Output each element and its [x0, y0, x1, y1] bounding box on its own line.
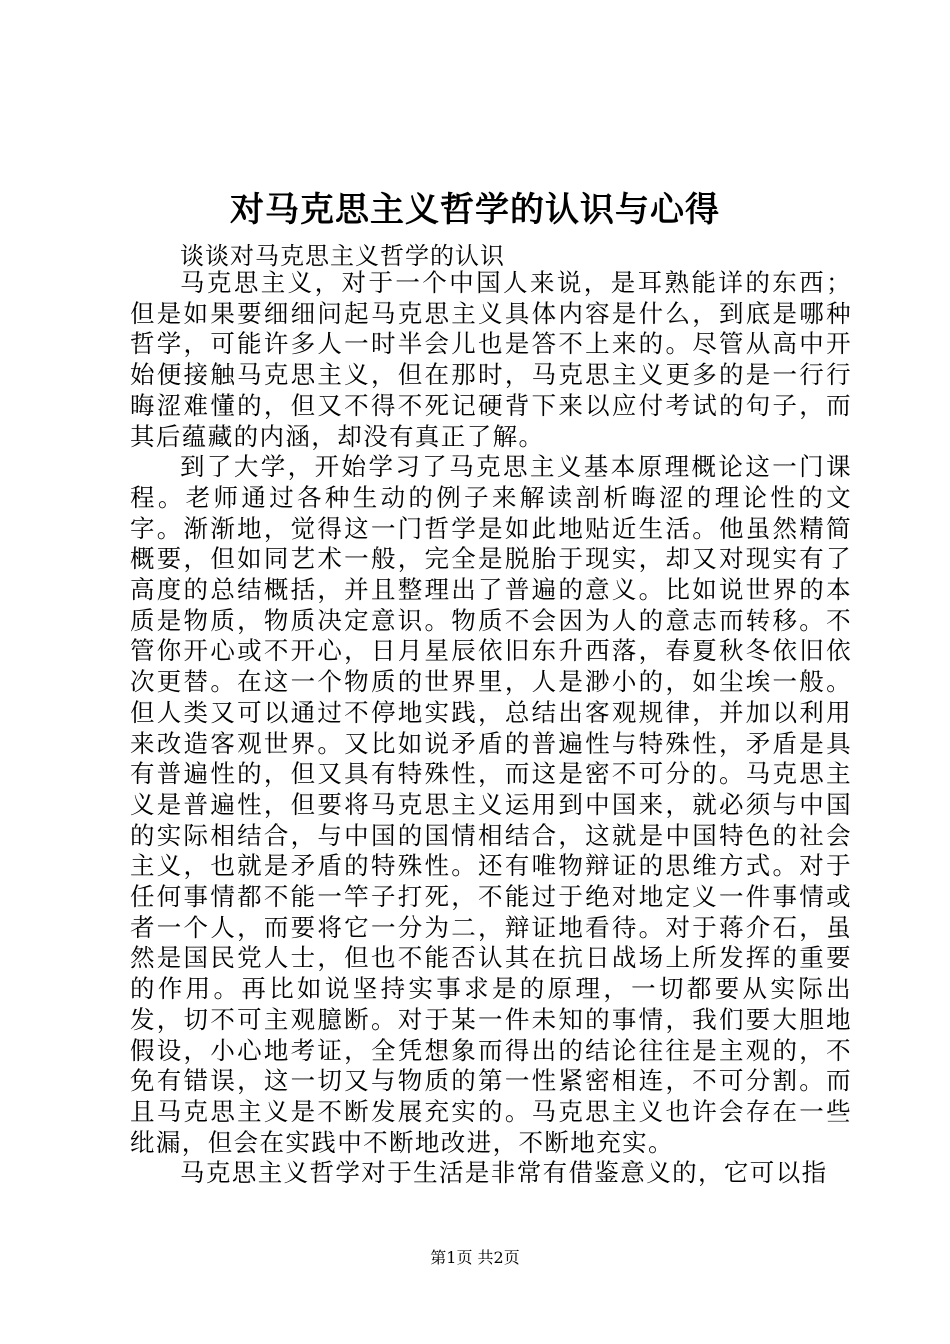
document-subtitle: 谈谈对马克思主义哲学的认识 — [180, 242, 505, 270]
page-footer: 第1页 共2页 — [430, 1248, 520, 1267]
paragraph-3: 马克思主义哲学对于生活是非常有借鉴意义的，它可以指 — [180, 1158, 828, 1188]
document-title: 对马克思主义哲学的认识与心得 — [230, 190, 720, 230]
document-body — [130, 268, 852, 1189]
paragraph-1: 马克思主义，对于一个中国人来说，是耳熟能详的东西；但是如果要细细问起马克思主义具体内容是什么，到底是哪种哲学，可能许多人一时半会儿也是答不上来的。尽管从高中开始便接触马克思主义，但在那时，马克思主义更多的是一行行晦涩难懂的，但又不得不死记硬背下来以应付考试的句子，而其后蕴藏的内涵，却没有真正了解。 — [130, 268, 852, 451]
paragraph-2: 到了大学，开始学习了马克思主义基本原理概论这一门课程。老师通过各种生动的例子来解读剖析晦涩的理论性的文字。渐渐地，觉得这一门哲学是如此地贴近生活。他虽然精简概要，但如同艺术一般，完全是脱胎于现实，却又对现实有了高度的总结概括，并且整理出了普遍的意义。比如说世界的本质是物质，物质决定意识。物质不会因为人的意志而转移。不管你开心或不开心，日月星辰依旧东升西落，春夏秋冬依旧依次更替。在这一个物质的世界里，人是渺小的，如尘埃一般。但人类又可以通过不停地实践，总结出客观规律，并加以利用来改造客观世界。又比如说矛盾的普遍性与特殊性，矛盾是具有普遍性的，但又具有特殊性，而这是密不可分的。马克思主义是普遍性，但要将马克思主义运用到中国来，就必须与中国的实际相结合，与中国的国情相结合，这就是中国特色的社会主义，也就是矛盾的特殊性。还有唯物辩证的思维方式。对于任何事情都不能一竿子打死，不能过于绝对地定义一件事情或者一个人，而要将它一分为二，辩证地看待。对于蒋介石，虽然是国民党人士，但也不能否认其在抗日战场上所发挥的重要的作用。再比如说坚持实事求是的原理，一切都要从实际出发，切不可主观臆断。对于某一件未知的事情，我们要大胆地假设，小心地考证，全凭想象而得出的结论往往是主观的，不免有错误，这一切又与物质的第一性紧密相连，不可分割。而且马克思主义是不断发展充实的。马克思主义也许会存在一些纰漏，但会在实践中不断地改进，不断地充实。 — [130, 452, 852, 1157]
